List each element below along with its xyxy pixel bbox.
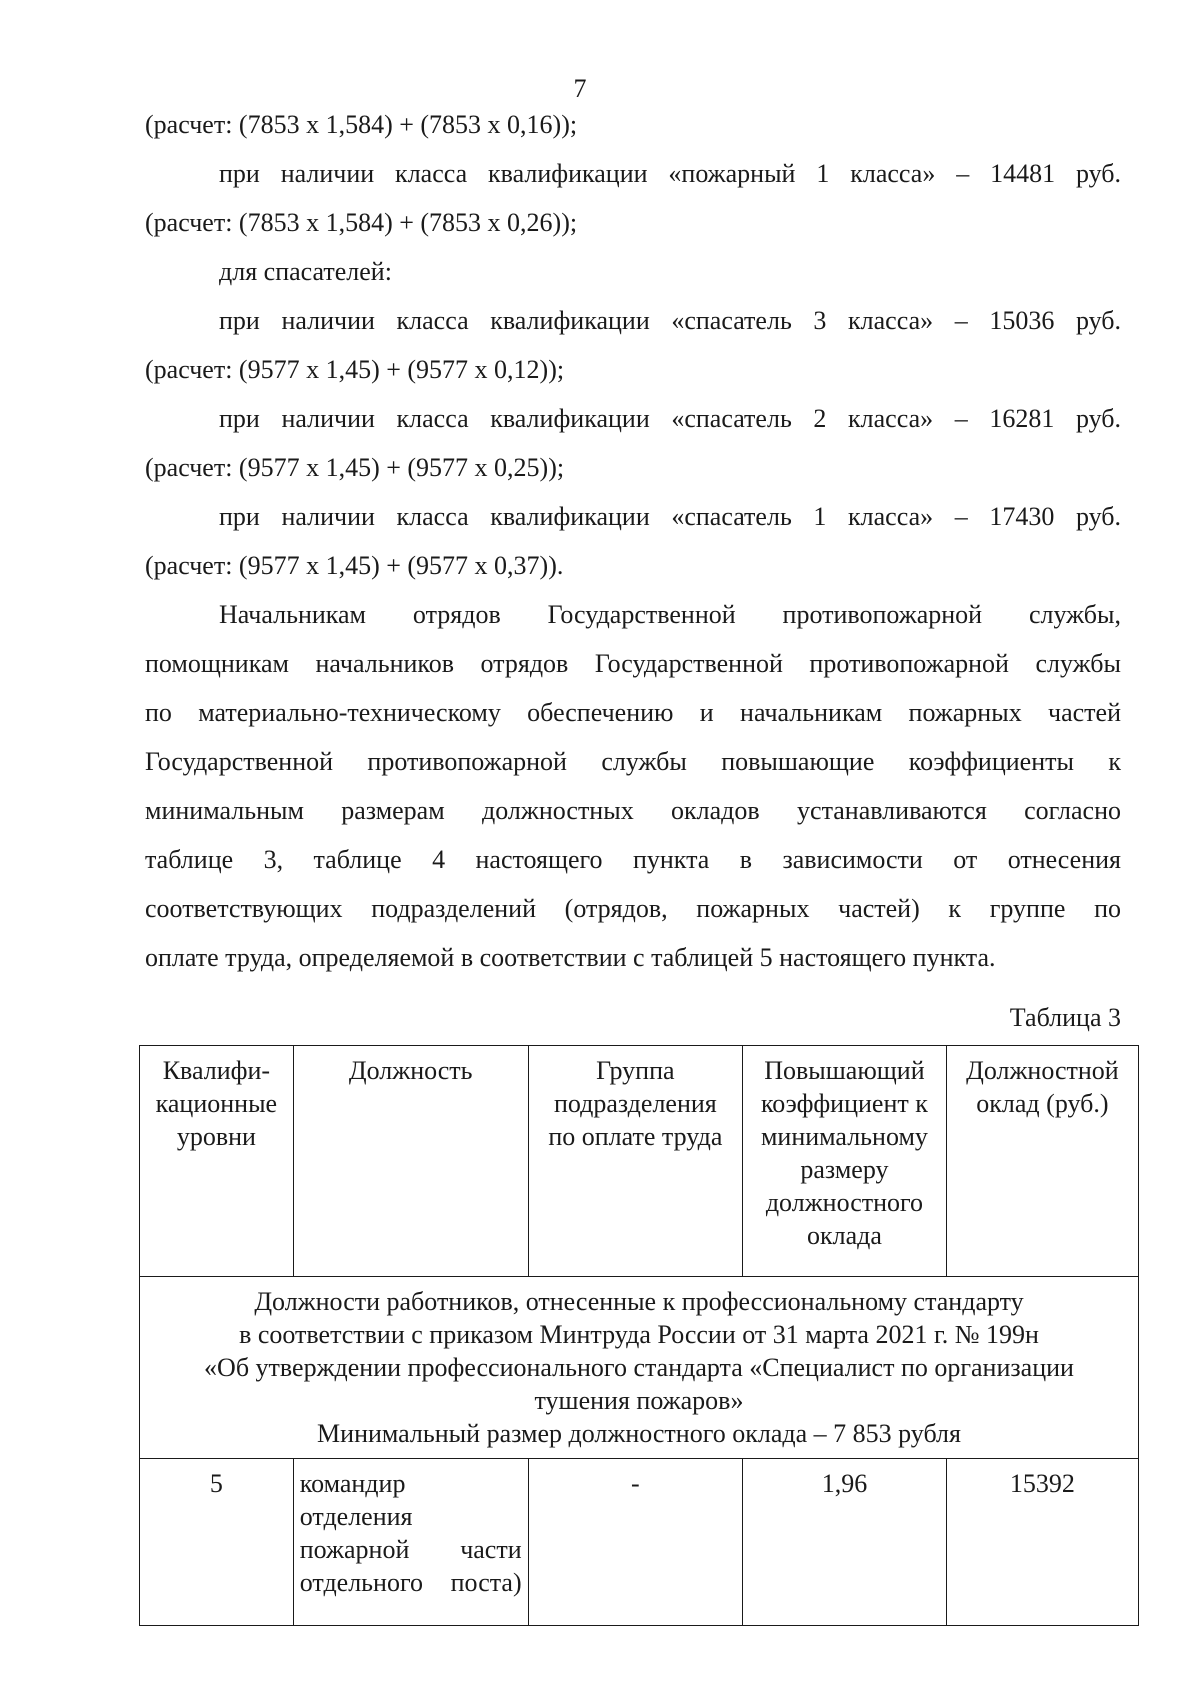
position-text: пожарной части bbox=[299, 1535, 522, 1564]
position-text: отдельного поста) bbox=[299, 1568, 522, 1597]
text-line: при наличии класса квалификации «пожарный 1 класса» – 14481 руб. bbox=[219, 159, 1121, 188]
cell-level: 5 bbox=[140, 1459, 294, 1626]
header-text: Повышающий bbox=[764, 1056, 925, 1085]
position-text: командир bbox=[299, 1469, 406, 1498]
table-caption: Таблица 3 bbox=[1009, 1003, 1121, 1032]
cell-position bbox=[293, 1459, 528, 1626]
header-qualification-levels bbox=[140, 1046, 294, 1277]
text-line: (расчет: (7853 х 1,584) + (7853 х 0,26)); bbox=[145, 208, 578, 237]
text-line: (расчет: (9577 х 1,45) + (9577 х 0,12)); bbox=[145, 355, 565, 384]
section-text: Минимальный размер должностного оклада – 7 853 рубля bbox=[317, 1419, 961, 1448]
paragraph-line: соответствующих подразделений (отрядов, пожарных частей) к группе по bbox=[145, 894, 1121, 923]
header-text: уровни bbox=[176, 1122, 256, 1151]
text-line: при наличии класса квалификации «спасатель 3 класса» – 15036 руб. bbox=[219, 306, 1121, 335]
paragraph-line: Начальникам отрядов Государственной противопожарной службы, bbox=[219, 600, 1121, 629]
header-text: коэффициент к bbox=[761, 1089, 928, 1118]
cell-coefficient: 1,96 bbox=[743, 1459, 947, 1626]
header-text: по оплате труда bbox=[548, 1122, 723, 1151]
section-heading-cell bbox=[140, 1277, 1139, 1459]
table-row bbox=[140, 1459, 1139, 1626]
text-line: (расчет: (9577 х 1,45) + (9577 х 0,25)); bbox=[145, 453, 565, 482]
salary-table bbox=[139, 1045, 1139, 1626]
section-text: «Об утверждении профессионального стандарта «Специалист по организации bbox=[204, 1353, 1074, 1382]
text-line: при наличии класса квалификации «спасатель 1 класса» – 17430 руб. bbox=[219, 502, 1121, 531]
header-text: Должность bbox=[348, 1056, 473, 1085]
table-header-row bbox=[140, 1046, 1139, 1277]
header-text: Должностной bbox=[966, 1056, 1119, 1085]
header-text: оклада bbox=[806, 1221, 882, 1250]
paragraph-line: оплате труда, определяемой в соответствии с таблицей 5 настоящего пункта. bbox=[145, 943, 996, 972]
page-number: 7 bbox=[573, 74, 587, 103]
text-line: (расчет: (7853 х 1,584) + (7853 х 0,16)); bbox=[145, 110, 578, 139]
header-text: кационные bbox=[155, 1089, 278, 1118]
paragraph-line: минимальным размерам должностных окладов устанавливаются согласно bbox=[145, 796, 1121, 825]
text-line: (расчет: (9577 х 1,45) + (9577 х 0,37)). bbox=[145, 551, 564, 580]
header-position bbox=[293, 1046, 528, 1277]
body-text bbox=[145, 100, 1121, 982]
header-text: должностного bbox=[765, 1188, 924, 1217]
header-unit-group bbox=[528, 1046, 742, 1277]
header-text: подразделения bbox=[553, 1089, 717, 1118]
text-line: для спасателей: bbox=[219, 257, 392, 286]
section-text: в соответствии с приказом Минтруда России от 31 марта 2021 г. № 199н bbox=[239, 1320, 1039, 1349]
header-salary bbox=[946, 1046, 1138, 1277]
header-text: оклад (руб.) bbox=[976, 1089, 1109, 1118]
header-text: Группа bbox=[596, 1056, 675, 1085]
header-text: размеру bbox=[800, 1155, 889, 1184]
position-text: отделения bbox=[299, 1502, 413, 1531]
section-text: тушения пожаров» bbox=[534, 1386, 744, 1415]
paragraph-line: по материально-техническому обеспечению и начальникам пожарных частей bbox=[145, 698, 1121, 727]
cell-salary: 15392 bbox=[946, 1459, 1138, 1626]
header-text: Квалифи- bbox=[162, 1056, 271, 1085]
table-section-row bbox=[140, 1277, 1139, 1459]
paragraph-line: Государственной противопожарной службы повышающие коэффициенты к bbox=[145, 747, 1121, 776]
text-line: при наличии класса квалификации «спасатель 2 класса» – 16281 руб. bbox=[219, 404, 1121, 433]
cell-group: - bbox=[528, 1459, 742, 1626]
header-coefficient bbox=[743, 1046, 947, 1277]
section-text: Должности работников, отнесенные к профессиональному стандарту bbox=[254, 1287, 1024, 1316]
header-text: минимальному bbox=[760, 1122, 928, 1151]
paragraph-line: таблице 3, таблице 4 настоящего пункта в зависимости от отнесения bbox=[145, 845, 1121, 874]
paragraph-line: помощникам начальников отрядов Государственной противопожарной службы bbox=[145, 649, 1121, 678]
